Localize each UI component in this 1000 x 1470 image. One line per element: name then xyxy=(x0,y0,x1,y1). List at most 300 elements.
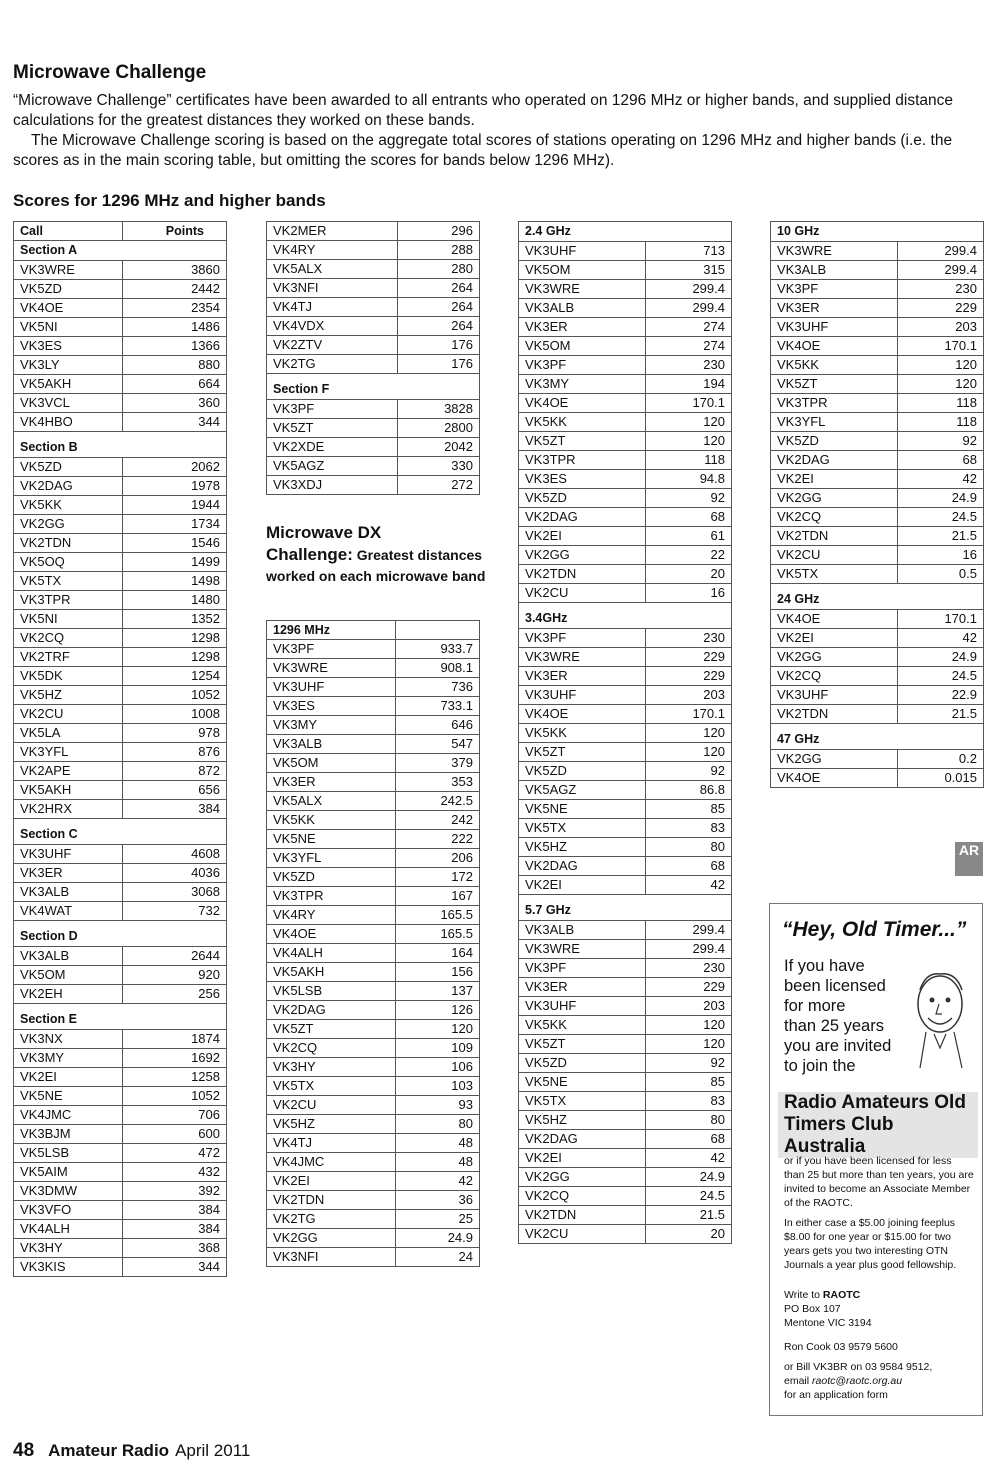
call-sign: VK2GG xyxy=(771,750,898,769)
table-row xyxy=(14,902,227,921)
ad-bill-contact xyxy=(784,1360,974,1402)
call-sign: VK2EI xyxy=(771,629,898,648)
score-value: 42 xyxy=(898,470,984,489)
table-row xyxy=(771,413,984,432)
call-sign: VK3UHF xyxy=(519,686,646,705)
ad-email[interactable]: raotc@raotc.org.au xyxy=(812,1375,903,1387)
table-row xyxy=(519,242,732,261)
call-sign: VK3PF xyxy=(267,400,398,419)
score-value: 1008 xyxy=(122,705,226,724)
section-heading-row xyxy=(14,432,227,458)
section-heading: Section F xyxy=(267,374,480,400)
call-sign: VK5ZT xyxy=(519,432,646,451)
table-row xyxy=(14,743,227,762)
section-heading-row xyxy=(14,921,227,947)
score-value: 20 xyxy=(646,1225,732,1244)
score-value: 165.5 xyxy=(396,925,480,944)
score-value: 299.4 xyxy=(898,261,984,280)
table-row xyxy=(267,1229,480,1248)
scores-table-continued xyxy=(266,221,480,495)
table-row xyxy=(14,1201,227,1220)
call-sign: VK5OM xyxy=(267,754,396,773)
table-row xyxy=(14,667,227,686)
call-sign: VK5NE xyxy=(14,1087,123,1106)
score-value: 120 xyxy=(898,375,984,394)
score-value: 876 xyxy=(122,743,226,762)
intro-paragraph-2: The Microwave Challenge scoring is based on the aggregate total scores of stations operating on 1296 MHz and higher bands (i.e. the scores as in the main scoring table, but omitting the scores for bands below 1296 MHz). xyxy=(13,132,953,169)
score-value: 120 xyxy=(646,1035,732,1054)
score-value: 170.1 xyxy=(898,610,984,629)
call-sign: VK5TX xyxy=(14,572,123,591)
score-value: 176 xyxy=(397,336,479,355)
call-sign: VK3ALB xyxy=(14,947,123,966)
score-value: 126 xyxy=(396,1001,480,1020)
table-row xyxy=(14,629,227,648)
section-heading: Section D xyxy=(14,921,227,947)
score-value: 230 xyxy=(898,280,984,299)
table-row xyxy=(519,705,732,724)
column-header: Call xyxy=(14,222,123,241)
section-heading-row xyxy=(519,222,732,242)
call-sign: VK3MY xyxy=(267,716,396,735)
table-row xyxy=(14,1125,227,1144)
score-value: 229 xyxy=(646,667,732,686)
table-row xyxy=(771,375,984,394)
score-value: 92 xyxy=(646,762,732,781)
score-value: 21.5 xyxy=(898,705,984,724)
table-row xyxy=(14,845,227,864)
table-row xyxy=(519,1054,732,1073)
call-sign: VK2TDN xyxy=(519,1206,646,1225)
call-sign: VK3PF xyxy=(519,629,646,648)
column-header xyxy=(396,621,480,640)
call-sign: VK5TX xyxy=(771,565,898,584)
score-value: 21.5 xyxy=(646,1206,732,1225)
table-row xyxy=(267,659,480,678)
table-row xyxy=(519,299,732,318)
score-value: 21.5 xyxy=(898,527,984,546)
call-sign: VK5NE xyxy=(519,800,646,819)
call-sign: VK3WRE xyxy=(14,261,123,280)
table-row xyxy=(519,546,732,565)
score-value: 1734 xyxy=(122,515,226,534)
dx-title-2: Challenge: xyxy=(266,545,353,564)
call-sign: VK3ER xyxy=(519,978,646,997)
table-row xyxy=(771,667,984,686)
call-sign: VK4OE xyxy=(771,337,898,356)
call-sign: VK5HZ xyxy=(267,1115,396,1134)
table-row xyxy=(267,241,480,260)
score-value: 933.7 xyxy=(396,640,480,659)
score-value: 164 xyxy=(396,944,480,963)
score-value: 1366 xyxy=(122,337,226,356)
call-sign: VK3VFO xyxy=(14,1201,123,1220)
call-sign: VK4VDX xyxy=(267,317,398,336)
score-value: 120 xyxy=(646,724,732,743)
table-row xyxy=(14,966,227,985)
call-sign: VK5KK xyxy=(14,496,123,515)
call-sign: VK5TX xyxy=(519,1092,646,1111)
call-sign: VK4ALH xyxy=(267,944,396,963)
score-value: 1498 xyxy=(122,572,226,591)
call-sign: VK5ZT xyxy=(267,419,398,438)
club-name: Radio Amateurs Old Timers Club Australia xyxy=(778,1092,978,1158)
score-value: 264 xyxy=(397,298,479,317)
table-row xyxy=(519,356,732,375)
table-row xyxy=(519,1225,732,1244)
score-value: 42 xyxy=(646,876,732,895)
raotc-advert xyxy=(769,903,983,1416)
table-row xyxy=(267,355,480,374)
score-value: 194 xyxy=(646,375,732,394)
ad-invite-line: to join the xyxy=(784,1057,856,1075)
table-row xyxy=(267,317,480,336)
table-row xyxy=(519,337,732,356)
table-row xyxy=(267,457,480,476)
issue-date: April 2011 xyxy=(175,1441,251,1460)
table-row xyxy=(14,261,227,280)
score-value: 1486 xyxy=(122,318,226,337)
score-value: 83 xyxy=(646,1092,732,1111)
score-value: 920 xyxy=(122,966,226,985)
score-value: 92 xyxy=(898,432,984,451)
table-row xyxy=(267,849,480,868)
ad-bill: or Bill VK3BR on 03 9584 9512, xyxy=(784,1361,933,1373)
score-value: 222 xyxy=(396,830,480,849)
table-row xyxy=(14,686,227,705)
call-sign: VK3MY xyxy=(14,1049,123,1068)
table-row xyxy=(771,769,984,788)
call-sign: VK3TPR xyxy=(267,887,396,906)
table-row xyxy=(267,222,480,241)
call-sign: VK5AGZ xyxy=(519,781,646,800)
table-row xyxy=(14,299,227,318)
table-row xyxy=(267,1077,480,1096)
score-value: 344 xyxy=(122,1258,226,1277)
score-value: 264 xyxy=(397,317,479,336)
section-heading-row xyxy=(267,374,480,400)
score-value: 736 xyxy=(396,678,480,697)
call-sign: VK2EI xyxy=(519,527,646,546)
call-sign: VK5NI xyxy=(14,610,123,629)
ad-invite-line: If you have xyxy=(784,957,865,975)
score-value: 280 xyxy=(397,260,479,279)
score-value: 230 xyxy=(646,959,732,978)
score-value: 25 xyxy=(396,1210,480,1229)
score-value: 713 xyxy=(646,242,732,261)
table-row xyxy=(519,838,732,857)
table-row xyxy=(771,451,984,470)
score-value: 24.9 xyxy=(396,1229,480,1248)
call-sign: VK5ZD xyxy=(14,458,123,477)
table-row xyxy=(14,947,227,966)
table-row xyxy=(267,963,480,982)
call-sign: VK4TJ xyxy=(267,298,398,317)
call-sign: VK2CU xyxy=(267,1096,396,1115)
table-row xyxy=(267,887,480,906)
column-header: 1296 MHz xyxy=(267,621,396,640)
call-sign: VK5ZT xyxy=(267,1020,396,1039)
score-value: 908.1 xyxy=(396,659,480,678)
score-value: 2042 xyxy=(397,438,479,457)
score-value: 68 xyxy=(646,508,732,527)
call-sign: VK5AIM xyxy=(14,1163,123,1182)
table-row xyxy=(14,394,227,413)
call-sign: VK3ALB xyxy=(14,883,123,902)
call-sign: VK3VCL xyxy=(14,394,123,413)
table-row xyxy=(14,413,227,432)
score-value: 24.9 xyxy=(646,1168,732,1187)
section-heading: Section A xyxy=(14,241,227,261)
score-value: 230 xyxy=(646,356,732,375)
table-row xyxy=(771,648,984,667)
score-value: 61 xyxy=(646,527,732,546)
score-value: 299.4 xyxy=(646,921,732,940)
call-sign: VK4RY xyxy=(267,241,398,260)
call-sign: VK4OE xyxy=(771,769,898,788)
table-row xyxy=(14,280,227,299)
table-row xyxy=(267,716,480,735)
scores-table-sections-a-e xyxy=(13,221,227,1277)
table-row xyxy=(14,1049,227,1068)
table-row xyxy=(771,610,984,629)
score-value: 120 xyxy=(396,1020,480,1039)
table-row xyxy=(519,1092,732,1111)
score-value: 330 xyxy=(397,457,479,476)
call-sign: VK2TG xyxy=(267,355,398,374)
table-row xyxy=(14,534,227,553)
table-row xyxy=(771,299,984,318)
intro-paragraph-1: “Microwave Challenge” certificates have been awarded to all entrants who operated on 1296 MHz or higher bands, and supplied distance calculations for the greatest distances they worked on these bands. xyxy=(13,92,954,129)
table-row xyxy=(14,800,227,819)
section-heading: Section C xyxy=(14,819,227,845)
score-value: 656 xyxy=(122,781,226,800)
call-sign: VK5KK xyxy=(519,413,646,432)
score-value: 120 xyxy=(646,413,732,432)
score-value: 137 xyxy=(396,982,480,1001)
dx-challenge-heading xyxy=(266,522,506,586)
score-value: 24.5 xyxy=(898,667,984,686)
call-sign: VK3YFL xyxy=(267,849,396,868)
call-sign: VK2GG xyxy=(519,546,646,565)
table-row xyxy=(267,1058,480,1077)
call-sign: VK3UHF xyxy=(519,242,646,261)
score-value: 230 xyxy=(646,629,732,648)
score-value: 646 xyxy=(396,716,480,735)
call-sign: VK5ZD xyxy=(519,1054,646,1073)
score-value: 732 xyxy=(122,902,226,921)
table-header-row xyxy=(267,621,480,640)
call-sign: VK5DK xyxy=(14,667,123,686)
score-value: 206 xyxy=(396,849,480,868)
score-value: 118 xyxy=(898,394,984,413)
score-value: 109 xyxy=(396,1039,480,1058)
call-sign: VK3XDJ xyxy=(267,476,398,495)
table-row xyxy=(771,750,984,769)
section-heading-row xyxy=(14,241,227,261)
call-sign: VK2EI xyxy=(771,470,898,489)
score-value: 170.1 xyxy=(898,337,984,356)
score-value: 733.1 xyxy=(396,697,480,716)
ad-address xyxy=(784,1288,974,1330)
score-value: 94.8 xyxy=(646,470,732,489)
call-sign: VK3ALB xyxy=(519,299,646,318)
call-sign: VK3DMW xyxy=(14,1182,123,1201)
table-row xyxy=(519,1187,732,1206)
score-value: 2644 xyxy=(122,947,226,966)
score-value: 1298 xyxy=(122,629,226,648)
score-value: 156 xyxy=(396,963,480,982)
table-row xyxy=(519,508,732,527)
score-value: 106 xyxy=(396,1058,480,1077)
call-sign: VK3PF xyxy=(771,280,898,299)
score-value: 272 xyxy=(397,476,479,495)
table-row xyxy=(267,1153,480,1172)
section-heading-row xyxy=(519,895,732,921)
table-row xyxy=(771,489,984,508)
call-sign: VK3ES xyxy=(519,470,646,489)
score-value: 353 xyxy=(396,773,480,792)
call-sign: VK5OM xyxy=(519,337,646,356)
table-row xyxy=(519,318,732,337)
intro-text xyxy=(13,91,983,171)
table-row xyxy=(519,743,732,762)
table-row xyxy=(267,1191,480,1210)
score-value: 706 xyxy=(122,1106,226,1125)
call-sign: VK5TX xyxy=(267,1077,396,1096)
call-sign: VK2XDE xyxy=(267,438,398,457)
call-sign: VK2EI xyxy=(519,876,646,895)
table-row xyxy=(519,629,732,648)
call-sign: VK2GG xyxy=(519,1168,646,1187)
table-row xyxy=(519,724,732,743)
table-row xyxy=(771,432,984,451)
table-row xyxy=(267,640,480,659)
ar-logo: AR xyxy=(955,842,983,876)
call-sign: VK2DAG xyxy=(771,451,898,470)
table-row xyxy=(519,432,732,451)
call-sign: VK3ALB xyxy=(771,261,898,280)
score-value: 68 xyxy=(646,1130,732,1149)
score-value: 1944 xyxy=(122,496,226,515)
call-sign: VK5NE xyxy=(519,1073,646,1092)
table-row xyxy=(14,572,227,591)
table-row xyxy=(14,1144,227,1163)
score-value: 379 xyxy=(396,754,480,773)
score-value: 80 xyxy=(396,1115,480,1134)
call-sign: VK2TG xyxy=(267,1210,396,1229)
call-sign: VK3WRE xyxy=(519,940,646,959)
ad-write-to: Write to xyxy=(784,1289,823,1301)
call-sign: VK3ES xyxy=(267,697,396,716)
score-value: 170.1 xyxy=(646,705,732,724)
score-value: 978 xyxy=(122,724,226,743)
call-sign: VK5HZ xyxy=(519,838,646,857)
table-row xyxy=(14,591,227,610)
table-row xyxy=(267,735,480,754)
score-value: 24.9 xyxy=(898,489,984,508)
call-sign: VK3ER xyxy=(519,667,646,686)
score-value: 83 xyxy=(646,819,732,838)
table-row xyxy=(14,883,227,902)
score-value: 22.9 xyxy=(898,686,984,705)
call-sign: VK5ZT xyxy=(771,375,898,394)
table-row xyxy=(14,1163,227,1182)
score-value: 48 xyxy=(396,1134,480,1153)
table-row xyxy=(14,1182,227,1201)
call-sign: VK2MER xyxy=(267,222,398,241)
score-value: 384 xyxy=(122,800,226,819)
table-row xyxy=(519,1168,732,1187)
score-value: 880 xyxy=(122,356,226,375)
score-value: 120 xyxy=(646,743,732,762)
score-value: 872 xyxy=(122,762,226,781)
section-heading-row xyxy=(14,819,227,845)
call-sign: VK5AGZ xyxy=(267,457,398,476)
score-value: 80 xyxy=(646,1111,732,1130)
table-row xyxy=(771,546,984,565)
table-row xyxy=(267,1115,480,1134)
score-value: 203 xyxy=(646,997,732,1016)
scores-subtitle: Scores for 1296 MHz and higher bands xyxy=(13,191,326,210)
ad-invite-line: than 25 years xyxy=(784,1017,884,1035)
ad-invite xyxy=(784,956,914,1076)
table-row xyxy=(519,978,732,997)
call-sign: VK3NX xyxy=(14,1030,123,1049)
call-sign: VK4ALH xyxy=(14,1220,123,1239)
call-sign: VK3TPR xyxy=(771,394,898,413)
call-sign: VK4OE xyxy=(519,705,646,724)
table-row xyxy=(14,318,227,337)
section-heading: 2.4 GHz xyxy=(519,222,732,242)
table-row xyxy=(14,337,227,356)
score-value: 68 xyxy=(898,451,984,470)
call-sign: VK3TPR xyxy=(519,451,646,470)
section-heading: 10 GHz xyxy=(771,222,984,242)
score-value: 299.4 xyxy=(898,242,984,261)
score-value: 1258 xyxy=(122,1068,226,1087)
section-heading: Section B xyxy=(14,432,227,458)
table-row xyxy=(519,1073,732,1092)
table-row xyxy=(771,394,984,413)
call-sign: VK2CU xyxy=(519,1225,646,1244)
table-row xyxy=(519,1149,732,1168)
call-sign: VK2DAG xyxy=(267,1001,396,1020)
score-value: 274 xyxy=(646,337,732,356)
score-value: 24.5 xyxy=(646,1187,732,1206)
call-sign: VK3WRE xyxy=(267,659,396,678)
call-sign: VK3ALB xyxy=(519,921,646,940)
call-sign: VK5KK xyxy=(519,724,646,743)
call-sign: VK2GG xyxy=(771,648,898,667)
table-row xyxy=(267,773,480,792)
call-sign: VK5ALX xyxy=(267,792,396,811)
score-value: 1692 xyxy=(122,1049,226,1068)
ad-invite-line: been licensed xyxy=(784,977,886,995)
call-sign: VK3UHF xyxy=(771,318,898,337)
call-sign: VK3KIS xyxy=(14,1258,123,1277)
table-row xyxy=(771,508,984,527)
call-sign: VK2TRF xyxy=(14,648,123,667)
call-sign: VK5KK xyxy=(519,1016,646,1035)
score-value: 167 xyxy=(396,887,480,906)
table-row xyxy=(519,1130,732,1149)
score-value: 120 xyxy=(898,356,984,375)
score-value: 1499 xyxy=(122,553,226,572)
table-row xyxy=(14,1239,227,1258)
ad-write-name: RAOTC xyxy=(822,1289,861,1301)
call-sign: VK2CQ xyxy=(771,508,898,527)
